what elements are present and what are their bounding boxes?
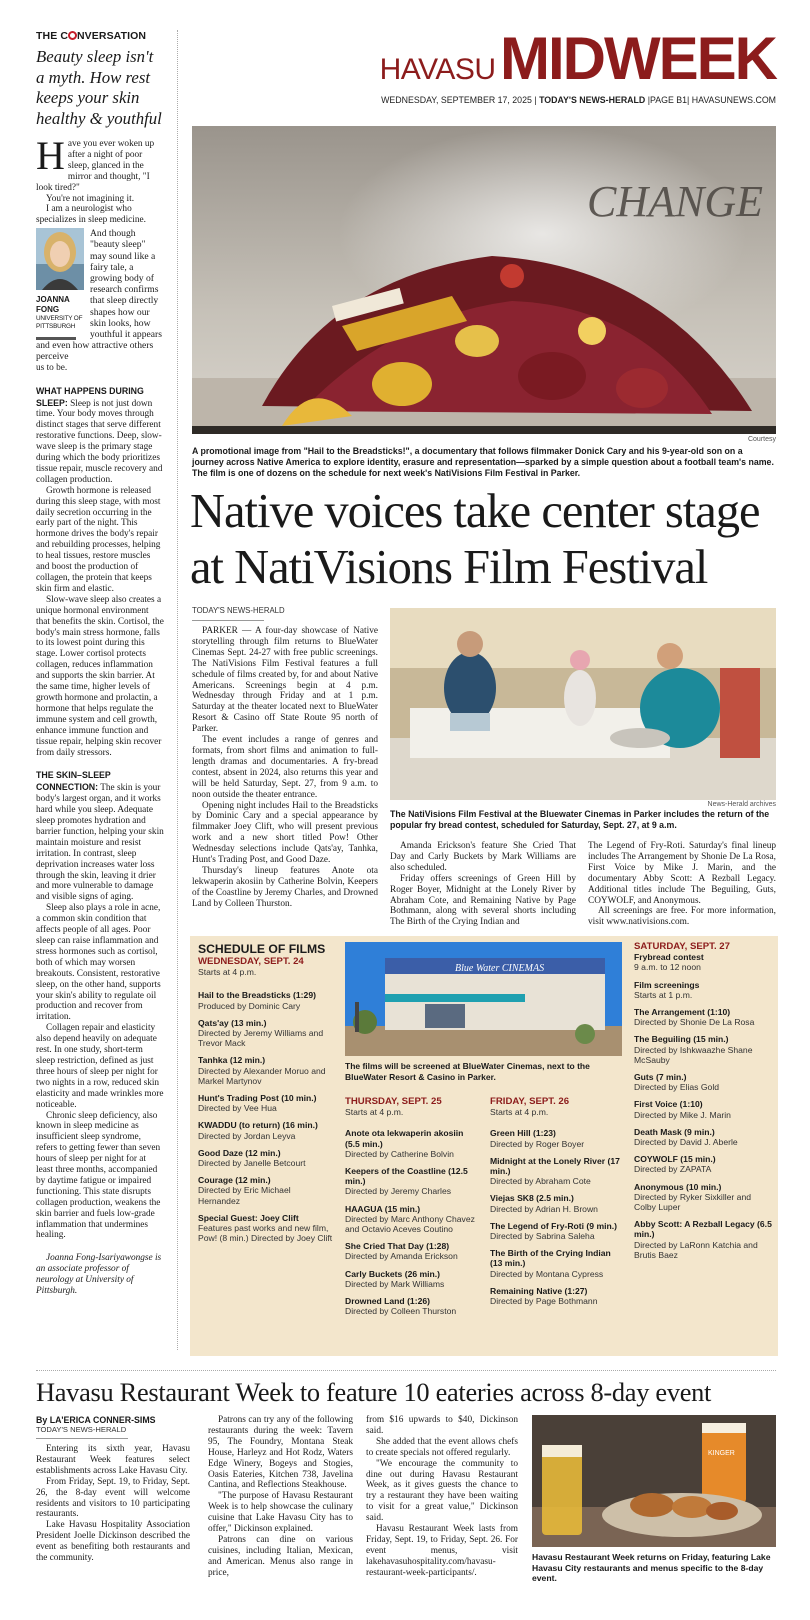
bottom-byline: By LA'ERICA CONNER-SIMS <box>36 1415 156 1425</box>
main-p5: Amanda Erickson's feature She Cried That Day and Carly Buckets by Mark Williams are also scheduled. <box>390 841 576 873</box>
schedule-item <box>345 1128 480 1159</box>
bottom-col2 <box>208 1415 353 1579</box>
cinema-sign-text: Blue Water CINEMAS <box>455 963 545 974</box>
main-article-col2 <box>390 841 576 928</box>
schedule-item-detail: Directed by Eric Michael Hernandez <box>198 1185 291 1206</box>
schedule-item-detail: Directed by ZAPATA <box>634 1164 712 1175</box>
main-headline <box>190 484 780 596</box>
author-bio: Joanna Fong-Isariyawongse is an associate professor of neurology at University of Pittsburgh. <box>36 1253 162 1297</box>
bottom-headline: Havasu Restaurant Week to feature 10 eateries across 8-day event <box>36 1377 712 1407</box>
schedule-item-title: The Legend of Fry-Roti (9 min.) <box>490 1220 617 1231</box>
schedule-item <box>198 1055 334 1086</box>
lead-photo <box>192 126 776 434</box>
sidebar-p3a: I am a neurologist who specializes in sleep medicine. <box>36 204 146 226</box>
restaurant-caption: Havasu Restaurant Week returns on Friday, featuring Lake Havasu City restaurants and menus specific to the 8-day event. <box>532 1552 771 1584</box>
schedule-item-detail: Directed by Sabrina Saleha <box>490 1231 595 1242</box>
schedule-col-wed <box>198 942 334 1250</box>
schedule-item-detail: Directed by Amanda Erickson <box>345 1251 458 1262</box>
schedule-item-title: The Arrangement (1:10) <box>634 1007 731 1018</box>
masthead-site: HAVASUNEWS.COM <box>691 95 776 105</box>
main-p7: The Legend of Fry-Roti. Saturday's final lineup includes The Arrangement by Shonie De La Rosa, First Voice by Mike J. Marin, and the documentary Abby Scott: A Rezball Legacy. Additional titles include The Beguiling, Guts, COYWOLF, and Anonymous. <box>588 841 776 906</box>
schedule-item-title: Anote ota lekwaperin akosiin (5.5 min.) <box>345 1128 464 1149</box>
schedule-item <box>345 1269 480 1289</box>
schedule-item-title: Film screenings <box>634 979 700 990</box>
schedule-item-title: Frybread contest <box>634 952 704 963</box>
schedule-item-detail: Starts at 1 p.m. <box>634 989 693 1000</box>
main-p2: The event includes a range of genres and formats, from short films and animation to full-length dramas and documentaries. A fry-bread contest, absent in 2024, also returns this year and will be held Saturday, Sept. 27, from 9 a.m. to noon outside the theater entrance. <box>192 735 378 800</box>
schedule-item-title: Remaining Native (1:27) <box>490 1285 588 1296</box>
sidebar-column <box>36 30 164 1360</box>
bottom-byline-rule <box>36 1438 128 1439</box>
lead-photo-shadow-text: CHANGE <box>587 177 763 226</box>
sidebar-p4: Sleep is not just down time. Your body moves through distinct stages that serve different restorative functions. Deep, slow-wave sleep is the primary stage during which the body prioritizes tissue repair, muscle recovery and collagen production. <box>36 398 163 485</box>
masthead-dateline: WEDNESDAY, SEPTEMBER 17, 2025 | TODAY'S NEWS-HERALD |PAGE B1| HAVASUNEWS.COM <box>381 95 776 105</box>
schedule-item-title: Courage (12 min.) <box>198 1175 271 1186</box>
schedule-item-detail: Directed by David J. Aberle <box>634 1137 738 1148</box>
schedule-item <box>198 1018 334 1049</box>
schedule-item-detail: Directed by Montana Cypress <box>490 1268 604 1279</box>
column-divider <box>177 30 178 1350</box>
masthead-havasu: HAVASU <box>379 53 496 86</box>
schedule-item <box>198 1213 334 1244</box>
schedule-col-fri <box>490 1097 623 1313</box>
cinema-photo <box>345 942 622 1056</box>
schedule-item-detail: Directed by Mike J. Marin <box>634 1109 731 1120</box>
schedule-item <box>345 1296 480 1316</box>
schedule-item-detail: 9 a.m. to 12 noon <box>634 962 701 973</box>
bottom-p6: Patrons can dine on various cuisines, including Italian, Mexican, and American. Menus also range in price, <box>208 1534 353 1578</box>
photo2-caption: The NatiVisions Film Festival at the Bluewater Cinemas in Parker includes the return of the popular fry bread contest, scheduled for Saturday, Sept. 27, at 9 a.m. <box>390 809 770 830</box>
schedule-item <box>345 1166 480 1197</box>
schedule-item-detail: Directed by Adrian H. Brown <box>490 1203 598 1214</box>
schedule-item-title: COYWOLF (15 min.) <box>634 1154 716 1165</box>
sidebar-p3b: And though "beauty sleep" may sound like a fairy tale, a growing body of research confirms that sleep directly shapes how our skin looks, how youthful it appears and even how attractive others perceive <box>36 228 162 363</box>
schedule-item-detail: Directed by Ryker Sixkiller and Colby Luper <box>634 1191 752 1213</box>
schedule-item-detail: Directed by Jeremy Charles <box>345 1186 452 1197</box>
schedule-item-title: She Cried That Day (1:28) <box>345 1241 450 1252</box>
masthead <box>380 26 776 92</box>
main-p3: Opening night includes Hail to the Breadsticks by Dominic Cary and a special appearance by filmmaker Joey Clift, who will present previous work and a new short titled Pow! Other Wednesday selections include Qats'ay, Tanhka, Hunt's Trading Post, and Good Daze. <box>192 800 378 866</box>
schedule-item <box>198 1120 334 1140</box>
lead-photo-credit: Courtesy <box>747 436 776 443</box>
schedule-sat-day: SATURDAY, SEPT. 27 <box>634 941 730 952</box>
photo2-credit: News-Herald archives <box>707 801 776 808</box>
schedule-item <box>490 1286 623 1306</box>
sidebar-p8: Sleep also plays a role in acne, a common skin condition that affects people of all ages. Poor sleep can raise inflammation and stress hormones such as cortisol, both of which may worsen breakouts. Consistent, restorative sleep, on the other hand, supports your skin's ability to regulate oil production and recover from irritation. <box>36 903 161 1023</box>
sidebar-subhead-1: WHAT HAPPENS DURING SLEEP: <box>36 385 144 408</box>
schedule-item-title: Midnight at the Lonely River (17 min.) <box>490 1155 620 1177</box>
sidebar-p10: Chronic sleep deficiency, also known in sleep medicine as insufficient sleep syndrome, refers to getting fewer than seven hours of sleep per night for at least three months, accompanied by daytime fatigue or impaired functioning. This state disrupts collagen production, weakens the skin barrier and fuels low-grade inflammation that undermines healing. <box>36 1110 161 1241</box>
main-p8: All screenings are free. For more information, visit www.nativisions.com. <box>588 906 776 928</box>
schedule-item <box>198 1093 334 1113</box>
bottom-p2: From Friday, Sept. 19, to Friday, Sept. 26, the 8-day event will welcome residents and visitors to 10 participating restaurants. <box>36 1476 190 1520</box>
sidebar-p1: ave you ever woken up after a night of poor sleep, glanced in the mirror and thought, "I look tired?" <box>36 139 155 193</box>
bottom-p3: Lake Havasu Hospitality Association President Joelle Dickinson described the event as benefiting both restaurants and the community. <box>36 1520 190 1564</box>
sidebar-subhead-2: THE SKIN–SLEEP CONNECTION: <box>36 770 111 793</box>
bottom-col1 <box>36 1415 190 1564</box>
lead-photo-caption: A promotional image from "Hail to the Breadsticks!", a documentary that follows filmmaker Donick Cary and his 9-year-old son on a journey across Native America to explore identity, erasure and representation—sparked by a simple question about a football team's name. The film is one of dozens on the schedule for next week's NatiVisions Film Festival in Parker. <box>192 446 774 478</box>
schedule-item <box>634 952 774 972</box>
sidebar-p3c: us to be. <box>36 362 68 373</box>
section-divider <box>36 1370 776 1371</box>
main-article-col1 <box>192 626 378 910</box>
schedule-item <box>198 1175 334 1206</box>
schedule-item-detail: Directed by Janelle Betcourt <box>198 1158 306 1169</box>
schedule-item <box>634 1099 774 1119</box>
bottom-p10: Havasu Restaurant Week lasts from Friday, Sept. 19, to Friday, Sept. 26. For event menus, visit lakehavasuhospitality.com/havasu-restaurant-week-participants/. <box>366 1524 518 1578</box>
schedule-item-detail: Directed by Shonie De La Rosa <box>634 1017 755 1028</box>
cinema-caption: The films will be screened at BlueWater Cinemas, next to the BlueWater Resort & Casino in Parker. <box>345 1061 590 1082</box>
schedule-item-detail: Directed by Jeremy Williams and Trevor Mack <box>198 1028 324 1049</box>
sidebar-headline: Beauty sleep isn't a myth. How rest keeps your skin healthy & youthful <box>36 47 162 128</box>
glass-label-text: KINGER <box>708 1450 735 1457</box>
main-headline-line2: at NatiVisions Film Festival <box>190 541 708 594</box>
schedule-item-title: KWADDU (to return) (16 min.) <box>198 1120 318 1131</box>
bottom-col3 <box>366 1415 518 1579</box>
schedule-title: SCHEDULE OF FILMS <box>198 942 326 956</box>
sidebar-p5: Growth hormone is released during this sleep stage, with most daily secretion occurring in the early part of the night. This hormone drives the body's repair and rebuilding processes, helping to heal tissues, restore muscles and boost the production of collagen, the protein that keeps skin firm and elastic. <box>36 485 161 594</box>
masthead-paper: TODAY'S NEWS-HERALD <box>539 95 646 105</box>
schedule-item-detail: Directed by Elias Gold <box>634 1082 720 1093</box>
schedule-item-detail: Directed by Colleen Thurston <box>345 1306 457 1317</box>
schedule-item-title: Qats'ay (13 min.) <box>198 1017 267 1028</box>
schedule-item-detail: Directed by Alexander Moruo and Markel Martynov <box>198 1065 326 1086</box>
schedule-item <box>634 1072 774 1092</box>
schedule-item <box>198 990 334 1010</box>
bottom-byline-paper: TODAY'S NEWS-HERALD <box>36 1425 127 1434</box>
source-logo <box>36 30 164 43</box>
schedule-item-title: First Voice (1:10) <box>634 1099 703 1110</box>
bottom-p8: She added that the event allows chefs to create specials not offered regularly. <box>366 1436 518 1458</box>
schedule-item <box>634 1219 774 1260</box>
schedule-item <box>634 1154 774 1174</box>
main-p4: Thursday's lineup features Anote ota lekwaperin akosiin by Catherine Bolvin, Keepers of the Coastline by Jeremy Charles, and Drowned Land by Colleen Thurston. <box>192 865 378 909</box>
schedule-item-title: Abby Scott: A Rezball Legacy (6.5 min.) <box>634 1219 772 1240</box>
bottom-p1: Entering its sixth year, Havasu Restaurant Week features select establishments across Lake Havasu City. <box>36 1444 190 1476</box>
sidebar-p9: Collagen repair and elasticity also depend heavily on adequate rest. In one study, short-term sleep restriction, defined as just three hours of sleep per night for two nights in a row, reduced skin elasticity and made wrinkles more noticeable. <box>36 1023 164 1110</box>
schedule-thu-day: THURSDAY, SEPT. 25 <box>345 1096 442 1107</box>
schedule-item-title: The Birth of the Crying Indian (13 min.) <box>490 1248 611 1269</box>
main-p1: PARKER — A four-day showcase of Native storytelling through film returns to BlueWater Cinemas Sept. 24-27 with free public screenings. The NatiVisions Film Festival features a full schedule of films created by, for and about Native Americans. Screenings begin at 4 p.m. Wednesday through Friday and at 1 p.m. Saturday at the theater located next to BlueWater Resort & Casino off State Route 95 north of Parker. <box>192 626 378 735</box>
schedule-item-detail: Directed by Roger Boyer <box>490 1138 585 1149</box>
bottom-p7: from $16 upwards to $40, Dickinson said. <box>366 1415 518 1436</box>
sidebar-p6: Slow-wave sleep also creates a unique hormonal environment that benefits the skin. Cortisol, the body's main stress hormone, falls to its lowest point during this stage. Lower cortisol protects collagen, reduces inflammation and supports the skin barrier. At the same time, higher levels of growth hormone and prolactin, a hormone that helps regulate the immune system and cell growth, enhance immune function and tissue repair, helping skin recover from daily stressors. <box>36 594 164 758</box>
byline-rule <box>192 620 264 621</box>
schedule-item-title: Guts (7 min.) <box>634 1072 687 1083</box>
schedule-item-title: Keepers of the Coastline (12.5 min.) <box>345 1166 468 1187</box>
masthead-midweek: MIDWEEK <box>500 25 776 92</box>
restaurant-photo <box>532 1415 776 1547</box>
schedule-item <box>634 1127 774 1147</box>
main-byline: TODAY'S NEWS-HERALD <box>192 606 285 615</box>
schedule-item-title: HAAGUA (15 min.) <box>345 1203 421 1214</box>
schedule-item-detail: Directed by Page Bothmann <box>490 1296 598 1307</box>
schedule-wed-start: Starts at 4 p.m. <box>198 967 257 978</box>
schedule-item-title: Carly Buckets (26 min.) <box>345 1268 441 1279</box>
author-name: JOANNA FONG <box>36 295 70 315</box>
schedule-item-title: Green Hill (1:23) <box>490 1128 556 1139</box>
schedule-item <box>634 1034 774 1065</box>
sidebar-p7: The skin is your body's largest organ, and it works hard while you sleep. Adequate sleep promotes hydration and barrier function, helping your skin maintain moisture and resist irritation. In contrast, sleep deprivation increases water loss through the skin, leaving it drier and more vulnerable to damage and visible signs of aging. <box>36 783 164 903</box>
main-headline-line1: Native voices take center stage <box>190 485 760 538</box>
schedule-item-detail: Directed by Ishkwaazhe Shane McSauby <box>634 1044 753 1065</box>
schedule-item-title: Death Mask (9 min.) <box>634 1126 715 1137</box>
bottom-p4: Patrons can try any of the following restaurants during the week: Tavern 95, The Foundry, Montana Steak House, Harleyz and Hot Rodz, Waters Edge Winery, Bogeys and Stogies, Oasis Eateries, Kitchen 738, Javelina Cantina, and Reflections Steakhouse. <box>208 1415 353 1491</box>
schedule-item-title: Viejas SK8 (2.5 min.) <box>490 1193 574 1204</box>
schedule-fri-day: FRIDAY, SEPT. 26 <box>490 1096 570 1107</box>
schedule-item <box>634 1007 774 1027</box>
schedule-item-detail: Directed by Abraham Cote <box>490 1176 591 1187</box>
schedule-item-detail: Directed by LaRonn Katchia and Brutis Baez <box>634 1239 758 1260</box>
sidebar-p2: You're not imagining it. <box>46 193 135 204</box>
drop-cap: H <box>36 133 65 178</box>
schedule-item-title: Tanhka (12 min.) <box>198 1055 266 1066</box>
bottom-p5: "The purpose of Havasu Restaurant Week is to help showcase the culinary cuisine that Lake Havasu City has to offer," Dickinson explained. <box>208 1491 353 1535</box>
author-affiliation: UNIVERSITY OF PITTSBURGH <box>36 315 83 331</box>
schedule-item-detail: Features past works and new film, Pow! (8 min.) Directed by Joey Clift <box>198 1223 333 1244</box>
schedule-item <box>490 1193 623 1213</box>
schedule-col-sat <box>634 942 774 1267</box>
schedule-item-detail: Directed by Catherine Bolvin <box>345 1148 454 1159</box>
schedule-item-title: Drowned Land (1:26) <box>345 1296 430 1307</box>
schedule-item-title: Hail to the Breadsticks (1:29) <box>198 990 316 1001</box>
schedule-item <box>345 1204 480 1235</box>
schedule-thu-start: Starts at 4 p.m. <box>345 1107 404 1118</box>
schedule-item-detail: Directed by Jordan Leyva <box>198 1130 296 1141</box>
schedule-item <box>490 1248 623 1279</box>
schedule-item-title: Hunt's Trading Post (10 min.) <box>198 1093 317 1104</box>
schedule-item <box>490 1221 623 1241</box>
schedule-item <box>490 1156 623 1187</box>
schedule-item-title: Anonymous (10 min.) <box>634 1181 722 1192</box>
main-p6: Friday offers screenings of Green Hill by Roger Boyer, Midnight at the Lonely River by Abraham Cote, and Remaining Native by Page Bothmann, along with several shorts including The Birth of the Crying Indian and <box>390 873 576 928</box>
source-logo-post: NVERSATION <box>77 30 147 42</box>
main-article-col3 <box>588 841 776 928</box>
bottom-p9: "We encourage the community to dine out during Havasu Restaurant Week, as it gives guests the chance to try a restaurant they have been waiting to visit for a great value," Dickinson said. <box>366 1458 518 1524</box>
masthead-page: PAGE B1 <box>650 95 688 105</box>
schedule-item <box>634 1182 774 1213</box>
source-logo-pre: THE C <box>36 30 68 42</box>
schedule-item <box>345 1241 480 1261</box>
schedule-col-thu <box>345 1097 480 1323</box>
schedule-item-title: Good Daze (12 min.) <box>198 1147 281 1158</box>
masthead-date: WEDNESDAY, SEPTEMBER 17, 2025 <box>381 95 532 105</box>
schedule-item-detail: Directed by Marc Anthony Chavez and Octavio Aceves Coutino <box>345 1213 475 1235</box>
schedule-item <box>490 1128 623 1148</box>
schedule-item-detail: Directed by Vee Hua <box>198 1103 277 1114</box>
schedule-item <box>198 1148 334 1168</box>
schedule-item-title: Special Guest: Joey Clift <box>198 1212 299 1223</box>
fry-bread-photo <box>390 608 776 800</box>
author-photo <box>36 228 84 290</box>
schedule-item-detail: Produced by Dominic Cary <box>198 1000 301 1011</box>
source-logo-o-icon <box>68 31 77 40</box>
schedule-item-title: The Beguiling (15 min.) <box>634 1034 729 1045</box>
schedule-item-detail: Directed by Mark Williams <box>345 1278 445 1289</box>
schedule-wed-day: WEDNESDAY, SEPT. 24 <box>198 956 304 967</box>
schedule-item <box>634 980 774 1000</box>
schedule-fri-start: Starts at 4 p.m. <box>490 1107 549 1118</box>
